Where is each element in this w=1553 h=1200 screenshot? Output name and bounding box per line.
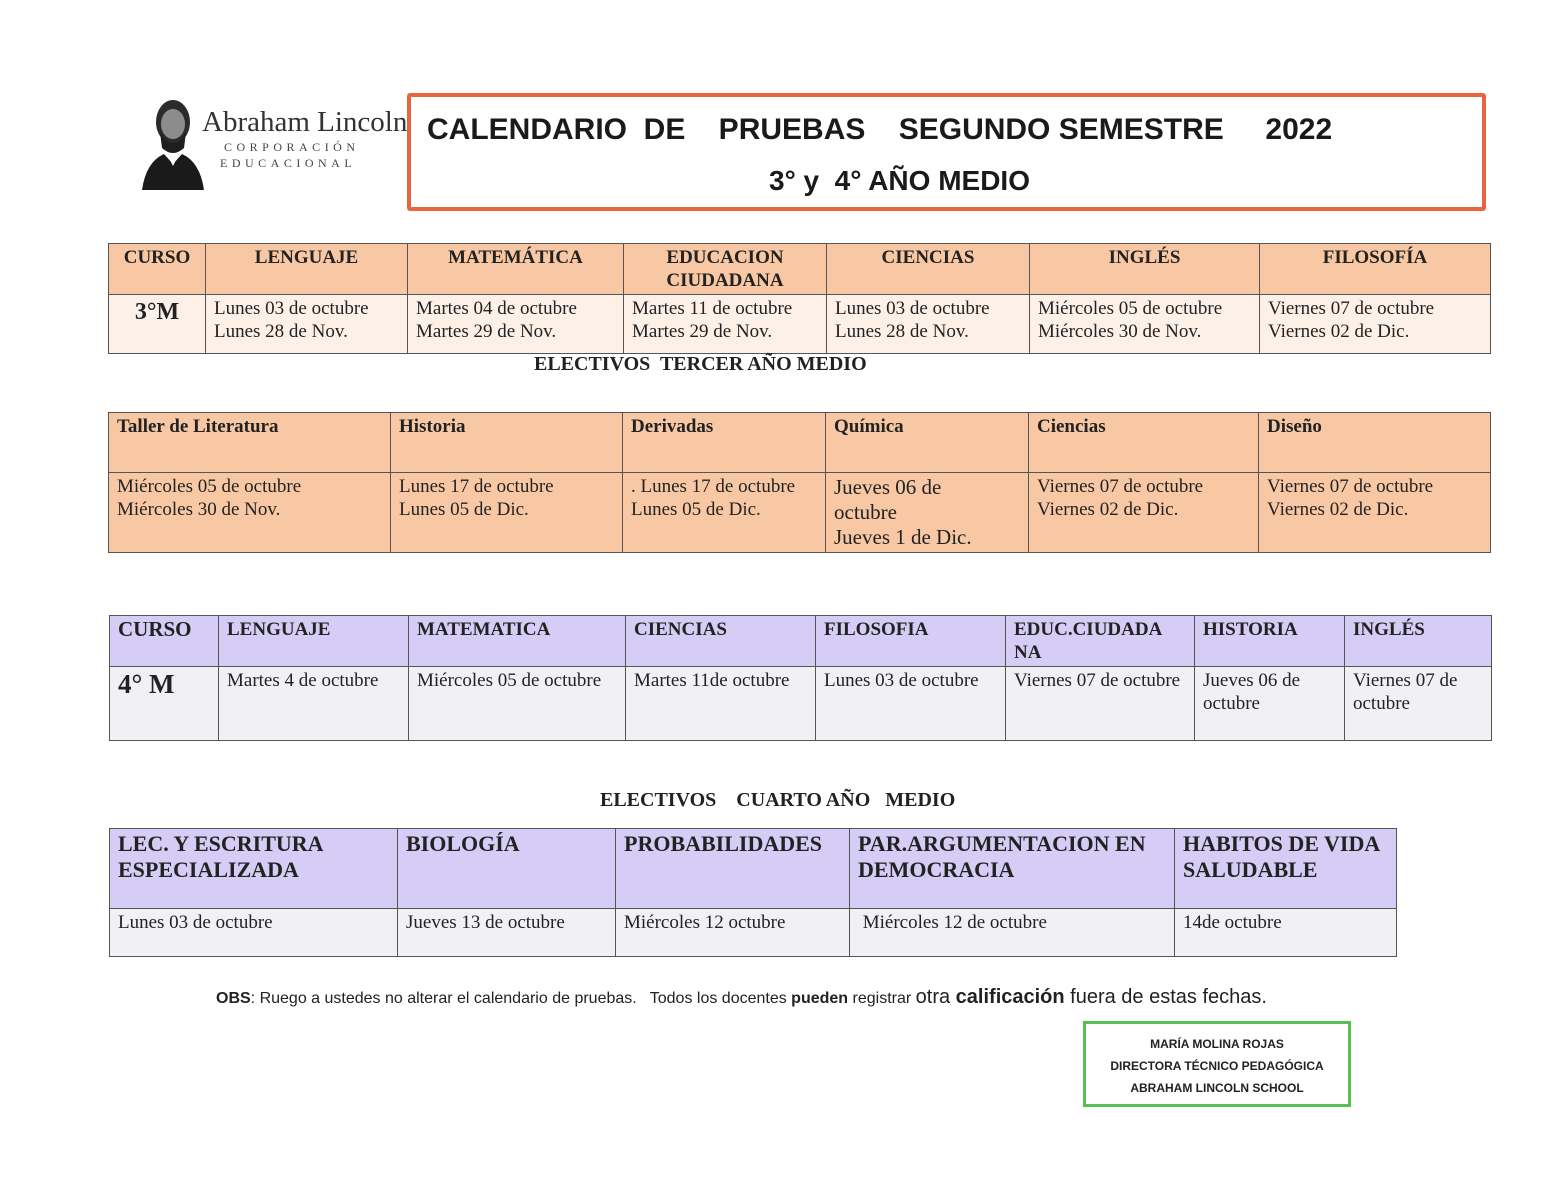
header-taller-literatura: Taller de Literatura [109,413,391,473]
school-logo [138,92,408,192]
header-quimica: Química [826,413,1029,473]
date-line: Lunes 17 de octubre [399,476,554,497]
course-label: 4° M [110,667,219,741]
header-probabilidades: PROBABILIDADES [616,829,850,909]
obs-big-1: otra [915,986,956,1008]
date-line: Martes 11 de octubre [632,298,793,319]
signature-role: DIRECTORA TÉCNICO PEDAGÓGICA [1110,1059,1324,1073]
date-line: Viernes 02 de Dic. [1267,499,1409,520]
table-header-row [109,413,1491,473]
header-lectura-escritura: LEC. Y ESCRITURA ESPECIALIZADA [110,829,398,909]
header-matematica: MATEMÁTICA [408,244,624,295]
table-cell: 14de octubre [1175,909,1397,957]
date-line: . Lunes 17 de octubre [631,476,796,497]
header-diseno: Diseño [1259,413,1491,473]
table-electivos-4 [109,828,1397,957]
date-line: Lunes 28 de Nov. [835,321,969,342]
table-header-row [109,244,1491,295]
header-historia: Historia [391,413,623,473]
page-subtitle: 3° y 4° AÑO MEDIO [769,165,1030,196]
logo-name: Abraham Lincoln [202,106,408,138]
table-cell: Miércoles 12 octubre [616,909,850,957]
date-line: Viernes 02 de Dic. [1268,321,1410,342]
table-cell: Viernes 07 de octubre [1345,667,1492,741]
header-ingles: INGLÉS [1030,244,1260,295]
logo-subtitle-1: CORPORACIÓN [224,140,360,154]
table-header-row [110,829,1397,909]
date-line: Viernes 07 de octubre [1268,298,1435,319]
table-cell [827,295,1030,354]
table-row [109,473,1491,553]
title-box [407,93,1486,211]
header-filosofia: FILOSOFÍA [1260,244,1491,295]
table-cell: Jueves 06 de octubre [1195,667,1345,741]
table-cell: Jueves 13 de octubre [398,909,616,957]
lincoln-portrait-icon [138,92,208,192]
section-title-electivos-3: ELECTIVOS TERCER AÑO MEDIO [534,353,867,375]
header-habitos: HABITOS DE VIDA SALUDABLE [1175,829,1397,909]
table-cell [624,295,827,354]
header-ciencias: CIENCIAS [827,244,1030,295]
header-biologia: BIOLOGÍA [398,829,616,909]
obs-bold-1: pueden [791,990,849,1007]
date-line: Miércoles 30 de Nov. [1038,321,1202,342]
table-cell [1259,473,1491,553]
table-cell [623,473,826,553]
date-line: Miércoles 05 de octubre [1038,298,1223,319]
date-line: octubre [834,500,897,524]
date-line: Lunes 05 de Dic. [399,499,529,520]
obs-bold-2: calificación [955,986,1065,1008]
table-row [109,295,1491,354]
signature-school: ABRAHAM LINCOLN SCHOOL [1130,1081,1304,1095]
table-electivos-3 [108,412,1491,553]
header-educacion-ciudadana: EDUCACION CIUDADANA [624,244,827,295]
date-line: Miércoles 30 de Nov. [117,499,281,520]
date-line: Jueves 06 de [834,475,942,499]
header-lenguaje: LENGUAJE [206,244,408,295]
date-line: Lunes 03 de octubre [835,298,990,319]
obs-big-2: fuera de estas fechas. [1064,986,1267,1008]
table-cell [826,473,1029,553]
header-argumentacion: PAR.ARGUMENTACION EN DEMOCRACIA [850,829,1175,909]
table-cell [1029,473,1259,553]
table-cell: Martes 11de octubre [626,667,816,741]
header-ingles: INGLÉS [1345,616,1492,667]
table-cell: Miércoles 12 de octubre [850,909,1175,957]
table-cell: Viernes 07 de octubre [1006,667,1195,741]
date-line: Jueves 1 de Dic. [834,525,972,549]
signature-box [1083,1021,1351,1107]
header-ciencias: Ciencias [1029,413,1259,473]
obs-text-2: registrar [848,990,916,1007]
date-line: Viernes 02 de Dic. [1037,499,1179,520]
table-3m [108,243,1491,354]
header-matematica: MATEMATICA [409,616,626,667]
date-line: Miércoles 05 de octubre [117,476,302,497]
observation-note [216,986,1267,1009]
table-cell: Martes 4 de octubre [219,667,409,741]
date-line: Lunes 28 de Nov. [214,321,348,342]
page-title: CALENDARIO DE PRUEBAS SEGUNDO SEMESTRE 2022 [427,113,1333,146]
table-cell [206,295,408,354]
header-educ-ciudadana: EDUC.CIUDADA NA [1006,616,1195,667]
table-row [110,667,1492,741]
table-cell [1030,295,1260,354]
table-cell: Miércoles 05 de octubre [409,667,626,741]
section-title-electivos-4: ELECTIVOS CUARTO AÑO MEDIO [600,789,956,811]
date-line: Martes 29 de Nov. [632,321,773,342]
table-cell: Lunes 03 de octubre [110,909,398,957]
date-line: Lunes 03 de octubre [214,298,369,319]
header-derivadas: Derivadas [623,413,826,473]
table-row [110,909,1397,957]
obs-text-1: : Ruego a ustedes no alterar el calendario de pruebas. Todos los docentes [250,990,792,1007]
logo-subtitle-2: EDUCACIONAL [220,156,357,170]
table-cell [1260,295,1491,354]
date-line: Martes 29 de Nov. [416,321,557,342]
date-line: Viernes 07 de octubre [1037,476,1204,497]
header-filosofia: FILOSOFIA [816,616,1006,667]
date-line: Viernes 07 de octubre [1267,476,1434,497]
date-line: Martes 04 de octubre [416,298,577,319]
signature-name: MARÍA MOLINA ROJAS [1150,1037,1284,1051]
header-historia: HISTORIA [1195,616,1345,667]
header-curso: CURSO [110,616,219,667]
table-cell: Lunes 03 de octubre [816,667,1006,741]
obs-label: OBS [216,990,251,1007]
table-4m [109,615,1492,741]
header-ciencias: CIENCIAS [626,616,816,667]
table-cell [109,473,391,553]
table-header-row [110,616,1492,667]
date-line: Lunes 05 de Dic. [631,499,761,520]
header-curso: CURSO [109,244,206,295]
course-label: 3°M [109,295,206,354]
header-lenguaje: LENGUAJE [219,616,409,667]
table-cell [391,473,623,553]
table-cell [408,295,624,354]
